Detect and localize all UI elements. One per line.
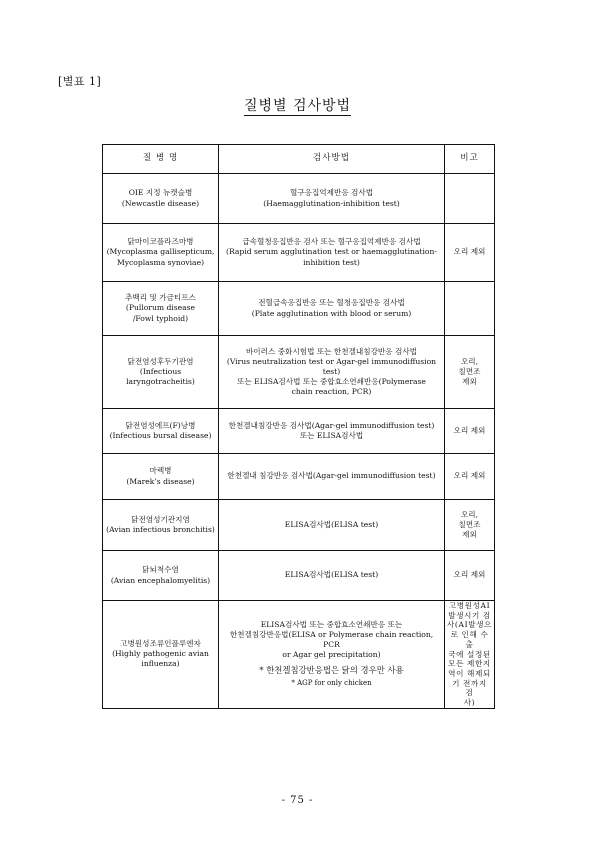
disease-cell-line: 닭전염성후두기관염 [127,356,194,366]
note-cell-line: 칠면조 [458,519,481,529]
note-cell [445,409,495,454]
method-footnote: * 한천겔침강반응법은 닭의 경우만 사용 [259,665,404,676]
method-cell-line: 한천겔내 침강반응 검사법(Agar-gel immunodiffusion test) [227,471,436,481]
header-method: 검사방법 [219,145,445,174]
disease-cell [103,601,219,709]
disease-cell-line: /Fowl typhoid) [132,313,189,323]
note-cell [445,551,495,601]
method-cell-line: (Virus neutralization test or Agar-gel immunodiffusion test) [226,356,437,376]
table-row [103,282,495,336]
note-cell-line: 고병원성AI [448,601,491,610]
note-cell-line: 모든 제한지 [448,659,491,669]
page-number: - 75 - [281,795,314,806]
method-cell [219,409,445,454]
table-row [103,551,495,601]
method-cell-line: 한천겔내침강반응 검사법(Agar-gel immunodiffusion test) [228,420,435,430]
method-cell-line: ELISA검사법(ELISA test) [284,519,379,529]
method-cell-line: 혈구응집억제반응 검사법 [289,188,374,198]
note-cell-line: 오리, [460,509,479,519]
page-title [0,95,595,115]
note-cell [445,336,495,409]
method-cell [219,224,445,282]
table-header-row [103,145,495,174]
note-cell-line: 기 전까지 검 [452,678,487,698]
note-cell-line: 오리 제외 [453,247,486,257]
header-note: 비고 [445,145,495,174]
title-text: 질병별 검사방법 [243,98,352,114]
table-row [103,601,495,709]
table-row [103,409,495,454]
note-cell-line: 오리 제외 [453,425,486,435]
disease-cell-line: (Infectious laryngotracheitis) [126,366,195,386]
note-cell-line: 발생시기 검 [448,610,491,620]
disease-cell-line: 닭전염성에프(F)낭병 [125,420,196,430]
disease-cell [103,174,219,224]
method-cell [219,336,445,409]
disease-cell-line: (Highly pathogenic avian [112,649,209,659]
method-cell [219,500,445,551]
disease-cell-line: 마렉병 [149,466,172,476]
disease-cell [103,500,219,551]
method-cell [219,601,445,709]
note-cell-line: 국에 설정된 [448,649,491,659]
table-body [103,174,495,709]
table-row [103,500,495,551]
method-cell-line: (Haemagglutination-inhibition test) [263,198,400,208]
disease-cell-line: (Marek’s disease) [126,476,195,486]
method-cell [219,551,445,601]
disease-cell-line: (Infectious bursal disease) [109,431,212,440]
inspection-methods-table [102,144,495,709]
table-row [103,224,495,282]
disease-cell-line: (Avian infectious bronchitis) [106,525,215,534]
note-cell [445,174,495,224]
table-row [103,454,495,500]
method-footnote: * AGP for only chicken [291,679,372,688]
note-cell-line: 오리 제외 [453,570,486,580]
disease-cell [103,336,219,409]
note-cell-line: 사) [463,698,476,708]
disease-cell [103,282,219,336]
method-cell-line: (Rapid serum agglutination test or haemagglutination- [226,247,437,257]
note-cell-line: 오리, [460,356,479,366]
disease-cell-line: (Pullorum disease [125,303,196,313]
disease-cell-line: (Newcastle disease) [121,198,200,208]
method-cell-line: 바이러스 중화시험법 또는 한천겔내침강반응 검사법 [245,346,418,356]
note-cell-line: 칠면조 [458,366,481,376]
note-cell-line: 오리 제외 [453,471,486,481]
method-cell-line: chain reaction, PCR) [291,387,372,397]
method-cell-line: 또는 ELISA검사법 또는 중합효소연쇄반응(Polymerase [237,377,426,386]
note-cell-line: 제외 [462,377,477,386]
table-row [103,174,495,224]
note-cell [445,454,495,500]
method-cell-line: or Agar gel precipitation) [282,650,381,660]
method-cell-line: 한천겔침강반응법(ELISA or Polymerase chain reaction, PCR [229,630,434,650]
header-disease: 질 병 명 [103,145,219,174]
note-cell-line: 사(AI발생으 [447,620,492,630]
annex-label: [별표 1] [58,75,102,88]
disease-cell [103,409,219,454]
disease-cell-line: 닭전염성기관지염 [131,514,190,524]
note-cell [445,500,495,551]
disease-cell-line: Mycoplasma synoviae) [116,257,205,267]
method-cell-line: ELISA검사법 또는 중합효소연쇄반응 또는 [260,620,403,630]
note-cell-line: 제외 [462,530,477,539]
method-cell-line: 전혈급속응집반응 또는 혈청응집반응 검사법 [258,298,405,308]
method-cell-line: inhibition test) [303,257,360,267]
disease-cell [103,454,219,500]
disease-cell-line: 추백리 및 가금티프스 [125,293,196,303]
method-cell-line: ELISA검사법(ELISA test) [284,570,379,580]
method-cell-line: (Plate agglutination with blood or serum) [251,308,412,318]
disease-cell-line: 닭뇌척수염 [142,565,179,575]
disease-cell-line: influenza) [141,659,180,669]
table-row [103,336,495,409]
disease-cell-line: 고병원성조류인플루엔자 [120,639,201,649]
disease-cell-line: (Mycoplasma gallisepticum, [106,247,215,257]
disease-cell-line: OIE 지정 뉴캣슬병 [128,188,193,198]
disease-cell [103,224,219,282]
method-cell [219,282,445,336]
method-cell-line: 또는 ELISA검사법 [299,431,364,440]
note-cell-line: 로 인해 수출 [450,630,489,649]
disease-cell-line: 닭마이코플라즈마병 [127,237,194,247]
note-cell [445,282,495,336]
note-cell-line: 역이 해제되 [448,669,491,679]
note-cell [445,601,495,709]
method-cell [219,174,445,224]
method-cell-line: 급속혈청응집반응 검사 또는 혈구응집억제반응 검사법 [242,237,421,247]
note-cell [445,224,495,282]
disease-cell [103,551,219,601]
disease-cell-line: (Avian encephalomyelitis) [110,575,211,585]
method-cell [219,454,445,500]
